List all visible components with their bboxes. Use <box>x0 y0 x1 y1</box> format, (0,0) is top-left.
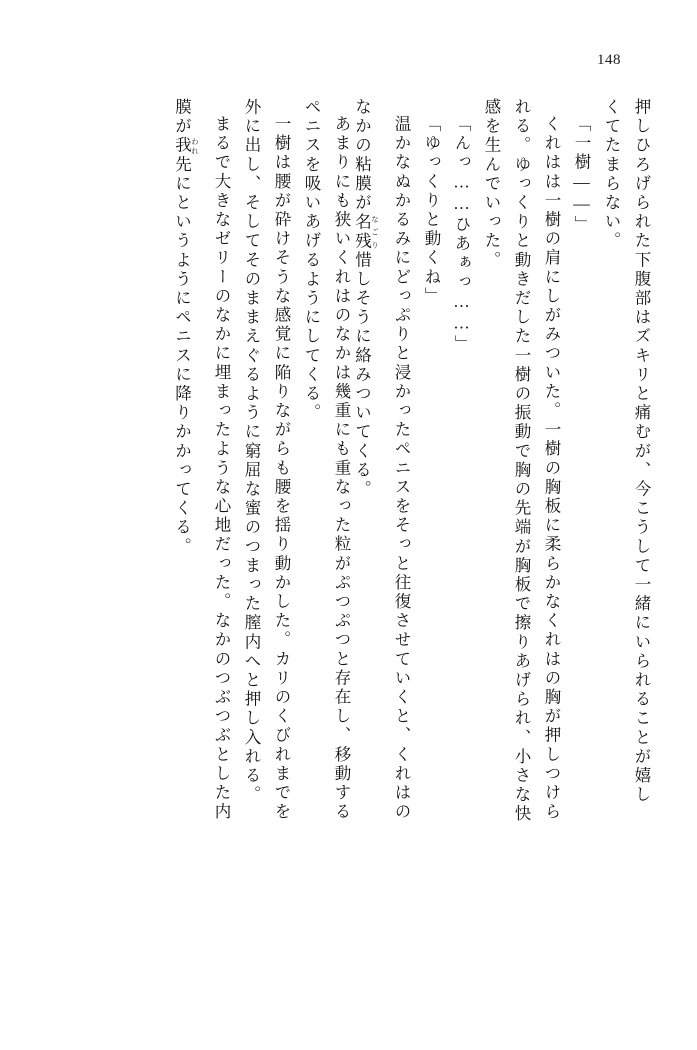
text-line: 外に出し、そしてそのままえぐるように窮屈な蜜のつまった膣内へと押し入れる。 <box>242 98 261 805</box>
text-line-with-ruby: なかの粘膜が名残 なごり惜しそうに絡みついてくる。 <box>352 98 380 500</box>
text-line: くれはは一樹の肩にしがみついた。一樹の胸板に柔らかなくれはの胸が押しつけら <box>542 115 561 822</box>
text-line: 一樹は腰が砕けそうな感覚に陥りながらも腰を揺り動かした。カリのくびれまでを <box>272 115 291 822</box>
text-line: くてたまらない。 <box>602 98 621 251</box>
text-line: れる。ゆっくりと動きだした一樹の振動で胸の先端が胸板で擦りあげられ、小さな快 <box>512 98 531 824</box>
text-line: 温かなぬかるみにどっぷりと浸かったペニスをそっと往復させていくと、くれはの <box>392 115 411 822</box>
page-body-text <box>48 98 649 998</box>
text-line: あまりにも狭いくれはのなかは幾重にも重なった粒がぷつぷつと存在し、移動する <box>332 115 351 822</box>
ruby-ware: 我 われ <box>172 136 200 156</box>
text-line-with-ruby: 膜が我 われ先にというようにペニスに降りかかってくる。 <box>172 98 200 557</box>
text-line: 感を生んでいった。 <box>482 98 501 270</box>
text-line: 「んっ……ひあぁっ……」 <box>452 115 471 355</box>
page-number: 148 <box>597 52 621 68</box>
text-line: 「ゆっくりと動くね」 <box>422 115 441 306</box>
text-line: 「一樹――」 <box>572 115 591 235</box>
text-line: 押しひろげられた下腹部はズキリと痛むが、今こうして一緒にいられることが嬉し <box>632 98 651 805</box>
text-line: ペニスを吸いあげるようにしてくる。 <box>302 98 321 423</box>
text-line: まるで大きなゼリーのなかに埋まったような心地だった。なかのつぶつぶとした内 <box>212 115 231 822</box>
ruby-nagori: 名残 なごり <box>352 212 380 251</box>
